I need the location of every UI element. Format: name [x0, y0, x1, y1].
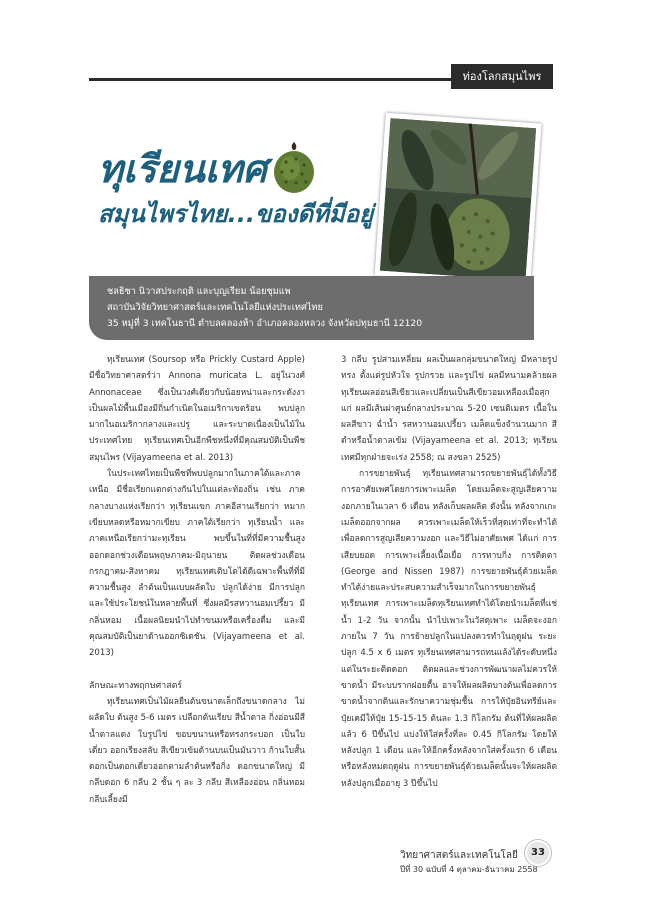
soursop-fruit-photo	[375, 113, 542, 286]
author-box	[89, 276, 534, 340]
section-heading: ลักษณะทางพฤกษศาสตร์	[89, 680, 183, 691]
section-tag: ท่องโลกสมุนไพร	[451, 64, 553, 89]
article-title: ทุเรียนเทศ	[98, 147, 267, 191]
paragraph: 3 กลีบ รูปสามเหลี่ยม ผลเป็นผลกลุ่มขนาดใหญ่ มีหลายรูปทรง ตั้งแต่รูปหัวใจ รูปกรวย และรูปไข่ ผลมีหนามคล้ายผลทุเรียนผลอ่อนสีเขียวและเปลี่ยนเป็นสีเขียวอมเหลืองเมื่อสุกแก่ ผลมีเส้นผ่าศูนย์กลางประมาณ 5-20 เซนติเมตร เนื้อในผลสีขาว ฉ่ำน้ำ รสหวานอมเปรี้ยว เมล็ดแข็งจำนวนมาก สีดำหรือน้ำตาลเข้ม (Vijayameena et al. 2013; ทุเรียนเทศมีทุกฝ่ายจะเร่ง 2558; ณ สงขลา 2525)	[341, 355, 557, 463]
text-column-right	[341, 352, 557, 792]
author-address: 35 หมู่ที่ 3 เทคโนธานี ตำบลคลองห้า อำเภอคลองหลวง จังหวัดปทุมธานี 12120	[107, 318, 423, 329]
soursop-fruit-icon	[268, 140, 320, 194]
page-number: 33	[525, 840, 551, 866]
paragraph: ในประเทศไทยเป็นพืชที่พบปลูกมากในภาคใต้และภาคเหนือ มีชื่อเรียกแตกต่างกันไปในแต่ละท้องถิ่น เช่น ภาคกลางบางแห่งเรียกว่า ทุเรียนแขก ภาคอีสานเรียกว่า หมากเขียบหลดหรือหมากเขียบ ภาคใต้เรียกว่า ทุเรียนน้ำ และภาคเหนือเรียกว่ามะทุเรียน พบขึ้นในที่ที่มีความชื้นสูง ออกดอกช่วงเดือนพฤษภาคม-มิถุนายน ติดผลช่วงเดือนกรกฎาคม-สิงหาคม ทุเรียนเทศเติบโตได้ดีเฉพาะพื้นที่ที่มีความชื้นสูง ลำต้นเป็นแบบผลัดใบ ปลูกได้ง่าย มีการปลูกและใช้ประโยชน์ในหลายพื้นที่ ซึ่งผลมีรสหวานอมเปรี้ยว มีกลิ่นหอม เนื้อผลนิยมนำไปทำขนมหรือเครื่องดื่ม และมีคุณสมบัติเป็นยาด้านออกซิเดชัน (Vijayameena et al. 2013)	[89, 469, 305, 659]
issue-info: ปีที่ 30 ฉบับที่ 4 ตุลาคม-ธันวาคม 2558	[400, 865, 538, 874]
paragraph: ทุเรียนเทศ (Soursop หรือ Prickly Custard Apple) มีชื่อวิทยาศาสตร์ว่า Annona muricata L. อยู่ในวงศ์ Annonaceae ซึ่งเป็นวงศ์เดียวกับน้อยหน่าและกระดังงา เป็นผลไม้พื้นเมืองมีถิ่นกำเนิดในอเมริกาเขตร้อน พบปลูกมากในอเมริกากลางและเปรู และระบาดเนื่องเป็นไม้ในประเทศไทย ทุเรียนเทศเป็นอีกพืชหนึ่งที่มีคุณสมบัติเป็นพืชสมุนไพร (Vijayameena et al. 2013)	[89, 355, 305, 463]
author-institute: สถาบันวิจัยวิทยาศาสตร์และเทคโนโลยีแห่งประเทศไทย	[107, 302, 323, 313]
article-subtitle: สมุนไพรไทย...ของดีที่มีอยู่	[98, 200, 374, 228]
paragraph: ทุเรียนเทศเป็นไม้ผลยืนต้นขนาดเล็กถึงขนาดกลาง ไม่ผลัดใบ ต้นสูง 5-6 เมตร เปลือกต้นเรียบ สีน้ำตาล กิ่งอ่อนมีสีน้ำตาลแดง ใบรูปไข่ ขอบขนานหรือทรงกระบอก เป็นใบเดี่ยว ออกเรียงสลับ สีเขียวเข้มด้านบนเป็นมันวาว ก้านใบสั้น ดอกเป็นดอกเดี่ยวออกตามลำต้นหรือกิ่ง ดอกขนาดใหญ่ มีกลีบดอก 6 กลีบ 2 ชั้น ๆ ละ 3 กลีบ สีเหลืองอ่อน กลิ่นหอม กลีบเลี้ยงมี	[89, 696, 305, 805]
text-column-left	[89, 352, 305, 808]
author-names: ชลธิชา นิวาสประกฤติ และบุญเรียม น้อยชุมแพ	[107, 286, 291, 297]
magazine-name: วิทยาศาสตร์และเทคโนโลยี	[400, 850, 518, 861]
paragraph: การขยายพันธุ์ ทุเรียนเทศสามารถขยายพันธุ์ได้ทั้งวิธีการอาศัยเพศโดยการเพาะเมล็ด โดยเมล็ดจะสูญเสียความงอกภายในเวลา 6 เดือน หลังเก็บผลผลิต ดังนั้น หลังจากเกะเมล็ดออกจากผล ควรเพาะเมล็ดให้เร็วที่สุดเท่าที่จะทำได้ เพื่อลดการสูญเสียความงอก และวิธีไม่อาศัยเพศ ได้แก่ การเสียบยอด การเพาะเลี้ยงเนื้อเยื่อ การทาบกิ่ง การติดตา (George and Nissen 1987) การขยายพันธุ์ด้วยเมล็ดทำได้ง่ายและประสบความสำเร็จมากในการขยายพันธุ์ทุเรียนเทศ การเพาะเมล็ดทุเรียนเทศทำได้โดยนำเมล็ดที่แช่น้ำ 1-2 วัน จากนั้น นำไปเพาะในวัสดุเพาะ เมล็ดจะงอกภายใน 7 วัน การย้ายปลูกในแปลงควรทำในฤดูฝน ระยะปลูก 4.5 x 6 เมตร ทุเรียนเทศสามารถทนแล้งได้ระดับหนึ่ง แต่ในระยะติดดอก ติดผลและช่วงการพัฒนาผลไม่ควรให้ขาดน้ำ มีระบบรากฝอยตื้น อาจให้ผลผลิตบางต้นเพื่อลดการขาดน้ำจากดินและรักษาความชุ่มชื้น การให้ปุ๋ยอินทรีย์และปุ๋ยเคมีให้ปุ๋ย 15-15-15 ต้นละ 1.3 กิโลกรัม ต้นที่ให้ผลผลิตแล้ว 6 ปีขึ้นไป แบ่งให้ใส่ครั้งที่ละ 0.45 กิโลกรัม โดยให้หลังปลูก 1 เดือน และให้อีกครั้งหลังจากใส่ครั้งแรก 6 เดือน หรือหลังหมดฤดูฝน การขยายพันธุ์ด้วยเมล็ดนั้นจะให้ผลผลิตหลังปลูกเมื่ออายุ 3 ปีขึ้นไป	[341, 469, 557, 789]
